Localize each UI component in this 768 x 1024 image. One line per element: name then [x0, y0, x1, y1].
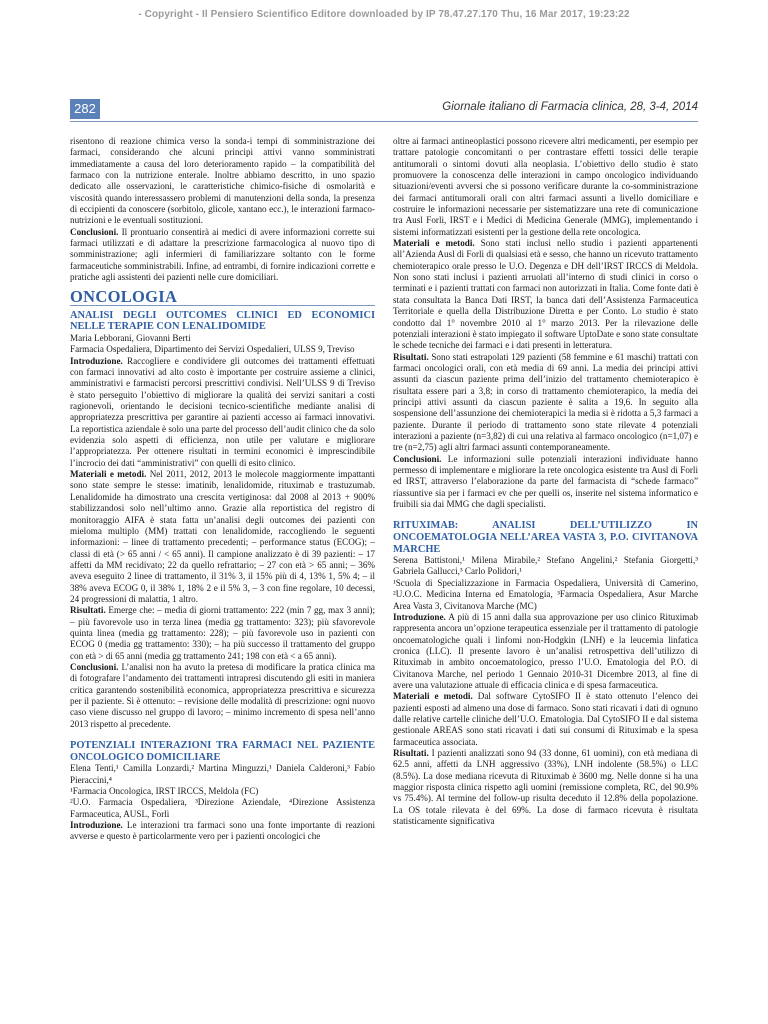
- label-risultati: Risultati.: [70, 605, 106, 616]
- abstract-title: ANALISI DEGLI OUTCOMES CLINICI ED ECONOMICI NELLE TERAPIE CON LENALIDOMIDE: [70, 309, 375, 333]
- methods-text: Nel 2011, 2012, 2013 le molecole maggiormente impattanti sono state sempre le stesse: imatinib, lenalidomide, rituximab e trastuzumab. Lenalidomide ha dimostrato una crescita vertiginosa: dal 2008 al 2013 + 900% stabilizzandosi solo nell’ultimo anno. Grazie alla reportistica del registro di monitoraggio AIFA è stata fatta un’analisi degli outcomes dei pazienti con mieloma multiplo (MM) trattati con lenalidomide, raccogliendo le seguenti informazioni: – linee di trattamento precedenti; – performance status (ECOG); – classi di età (> 65 anni / < 65 anni). Il campione analizzato è di 39 pazienti: – 17 affetti da MM recidivato; 22 da quello refrattario; – 27 con età > 65 anni; – 36% aveva eseguito 2 linee di trattamento, il 31% 3, il 15% più di 4, 13% 1, 5% 4; – il 38% aveva ECOG 0, il 38% 1, 18% 2 e il 5% 3, – 3 con fine regolare, 10 decessi, 24 progressioni di malattia, 1 altro.: [70, 469, 375, 604]
- abstract-intro: [393, 612, 698, 691]
- abstract-lenalidomide: [70, 310, 375, 730]
- label-risultati: Risultati.: [393, 747, 429, 758]
- abstract-intro: [70, 820, 375, 843]
- abstract-title: POTENZIALI INTERAZIONI TRA FARMACI NEL PAZIENTE ONCOLOGICO DOMICILIARE: [70, 740, 375, 763]
- page-header: [70, 99, 698, 122]
- abstract-rituximab: [393, 520, 698, 827]
- conclusions-text: Le informazioni sulle potenziali interazioni individuate hanno permesso di implementare e migliorare la rete oncologica esistente tra Ausl di Forlì ed IRST, attraverso l’elaborazione da parte del farmacista di “schede farmaco” riassuntive sia per i farmaci ev che per quelli os, inserite nel sistema informatico e fruibili sia dai MMG che dagli specialisti.: [393, 453, 698, 509]
- abstract-results: [393, 352, 698, 454]
- abstract-conclusions: [70, 662, 375, 730]
- label-conclusioni: Conclusioni.: [393, 453, 442, 464]
- methods-text: Sono stati inclusi nello studio i pazienti appartenenti all’Azienda Ausl di Forlì di qualsiasi età e sesso, che hanno un ricevuto trattamento chemioterapico orale presso le U.O. Degenza e DH dell’IRST IRCCS di Meldola. Non sono stati inclusi i pazienti arruolati all’interno di studi clinici in corso o terminati e i pazienti trattati con farmaci non autorizzati in Italia. Come fonte dati è stata consultata la Banca Dati IRST, la banca dati dell’Assistenza Farmaceutica Territoriale e quella della Distribuzione Diretta e per Conto. Lo studio è stato condotto dal 1° novembre 2010 al 1° marzo 2013. Per la rilevazione delle potenziali interazioni è stato impiegato il software UptoDate e sono state consultate le schede tecniche dei farmaci e i dati presenti in letteratura.: [393, 238, 698, 351]
- abstract-authors: Elena Tenti,¹ Camilla Lonzardi,² Martina Minguzzi,¹ Daniela Calderoni,³ Fabio Pieraccini,⁴: [70, 763, 375, 785]
- label-metodi: Materiali e metodi.: [393, 691, 473, 702]
- conclusions-text: Il prontuario consentirà ai medici di avere informazioni corrette sui farmaci utilizzati e di adattare la prescrizione farmacologica al nuovo tipo di somministrazione; agli infermieri di familiarizzare soltanto con le forme farmaceutiche somministrabili. Infine, ad entrambi, di fornire indicazioni corrette e pratiche agli assistenti dei pazienti nelle cure domiciliari.: [70, 226, 375, 283]
- results-text: I pazienti analizzati sono 94 (33 donne, 61 uomini), con età mediana di 62.5 anni, affetti da LNH aggressivo (33%), LNH indolente (58.5%) o LLC (8.5%). La dose mediana ricevuta di Rituximab è 3600 mg. Nelle donne si ha una maggior risposta clinica rispetto agli uomini (remissione completa, RC, del 90.9% vs 75.4%). Al termine del follow-up risulta deceduto il 12.8% della popolazione. La OS totale rilevata è del 69%. La dose di farmaco ricevuta è risultata statisticamente significativa: [393, 747, 698, 827]
- copyright-notice: - Copyright - Il Pensiero Scientifico Editore downloaded by IP 78.47.27.170 Thu, 16 Mar 2017, 19:23:22: [138, 9, 630, 20]
- label-conclusions: Conclusioni.: [70, 226, 119, 237]
- label-risultati: Risultati.: [393, 351, 429, 362]
- results-text: Emerge che: – media di giorni trattamento: 222 (min 7 gg, max 3 anni); – più favorevole uso in terza linea (media gg trattamento: 323); più sfavorevole quinta linea (media gg trattamento: 228); – più favorevole uso in pazienti con ECOG 0 (media gg trattamento: 330); – ha più successo il trattamento del gruppo con età > di 65 anni (media gg trattamento 241; 198 con età < a 65 anni).: [70, 605, 375, 661]
- abstract-title: RITUXIMAB: ANALISI DELL’UTILIZZO IN ONCOEMATOLOGIA NELL’AREA VASTA 3, P.O. CIVITANOVA MARCHE: [393, 520, 698, 555]
- abstract-methods: [70, 469, 375, 605]
- continued-paragraph: risentono di reazione chimica verso la sonda-i tempi di somministrazione dei farmaci, considerando che alcuni principi attivi vanno somministrati immediatamente a causa del loro deterioramento rapido – la compatibilità del farmaco con la nutrizione enterale. Inoltre abbiamo descritto, in uno spazio dedicato alle osservazioni, le caratteristiche chimico-fisiche di osmolarità e viscosità quando interessassero problemi di manutenzioni della sonda, la presenza di eccipienti da conoscere (sorbitolo, glicole, xantano ecc.), le interazioni farmaco-nutrizioni e le eventuali sostituzioni.: [70, 136, 375, 226]
- abstract-affiliation: Farmacia Ospedaliera, Dipartimento dei Servizi Ospedalieri, ULSS 9, Treviso: [70, 344, 355, 355]
- label-introduzione: Introduzione.: [70, 819, 123, 830]
- label-metodi: Materiali e metodi.: [393, 238, 475, 249]
- intro-text: A più di 15 anni dalla sua approvazione per uso clinico Rituximab rappresenta ancora un’opzione terapeutica essenziale per il trattamento di patologie oncoematologiche quali i linfomi non-Hodgkin (LNH) e la leucemia linfatica cronica (LLC). Il presente lavoro è un’analisi retrospettiva dell’utilizzo di Rituximab in ambito oncoematologico, presso l’U.O. Ematologia del P.O. di Civitanova Marche, nel periodo 1 Gennaio 2010-31 Dicembre 2013, al fine di avere una valutazione attuale di efficacia clinica e di spesa farmaceutica.: [393, 611, 698, 690]
- abstract-affiliation: ¹Farmacia Oncologica, IRST IRCCS, Meldola (FC): [70, 785, 259, 796]
- abstract-methods: [393, 238, 698, 351]
- label-metodi: Materiali e metodi.: [70, 469, 147, 480]
- abstract-methods: [393, 691, 698, 748]
- label-introduzione: Introduzione.: [70, 355, 123, 366]
- page-number: 282: [70, 99, 100, 119]
- abstract-intro: [70, 356, 375, 469]
- abstract-conclusions: [393, 454, 698, 511]
- intro-text: Le interazioni tra farmaci sono una fonte importante di reazioni avverse e questo è particolarmente vero per i pazienti oncologici che: [70, 819, 375, 842]
- section-heading: ONCOLOGIA: [70, 291, 375, 305]
- abstract-authors: Maria Lebborani, Giovanni Berti: [70, 333, 191, 343]
- label-conclusioni: Conclusioni.: [70, 661, 119, 672]
- abstract-affiliation: ²U.O. Farmacia Ospedaliera, ³Direzione Aziendale, ⁴Direzione Assistenza Farmaceutica, AUSL, Forlì: [70, 797, 375, 819]
- continued-conclusions: [70, 227, 375, 284]
- abstract-results: [393, 748, 698, 827]
- continued-intro: oltre ai farmaci antineoplastici possono ricevere altri medicamenti, per esempio per trattare patologie concomitanti o per contrastare effetti tossici delle terapie antitumorali o sintomi dovuti alla neoplasia. L’obiettivo dello studio è stato promuovere la conoscenza delle interazioni in campo oncologico individuando situazioni/eventi avversi che si possono verificare durante la co-somministrazione dei farmaci antitumorali orali con altri farmaci assunti a livello domiciliare e costruire le informazioni necessarie per sistematizzare una rete di comunicazione tra Ausl Forlì, IRST e i Medici di Medicina Generale (MMG), implementando i sistemi informatizzati esistenti per la gestione della rete oncologica.: [393, 136, 698, 237]
- left-column: [70, 136, 375, 843]
- abstract-affiliation: ¹Scuola di Specializzazione in Farmacia Ospedaliera, Università di Camerino, ²U.O.C. Medicina Interna ed Ematologia, ³Farmacia Ospedaliera, Asur Marche Area Vasta 3, Civitanova Marche (MC): [393, 577, 698, 611]
- abstract-authors: Serena Battistoni,¹ Milena Mirabile,² Stefano Angelini,² Stefania Giorgetti,³ Gabriela Gallucci,³ Carlo Polidori,¹: [393, 555, 698, 577]
- abstract-results: [70, 605, 375, 662]
- label-introduzione: Introduzione.: [393, 611, 446, 622]
- abstract-interazioni: [70, 740, 375, 843]
- results-text: Sono stati estrapolati 129 pazienti (58 femmine e 61 maschi) trattati con farmaci oncologici orali, con età media di 69 anni. La media dei principi attivi assunti da ciascun paziente prima dell’inizio del trattamento chemioterapico è risultata essere pari a 3,8; in corso di trattamento chemioterapico, la media dei principi attivi assunti da ciascun paziente è salita a 19,6. In seguito alla sospensione dell’assunzione dei chemioterapici la media si è ridotta a 5,3 farmaci a paziente. Durante il periodo di trattamento sono state rilevate 4 potenziali interazioni a paziente (n=3,82) di cui una relativa al farmaco oncologico (n=1,07) e tre (n=2,75) agli altri farmaci assunti contemporaneamente.: [393, 351, 698, 453]
- journal-title: Giornale italiano di Farmacia clinica, 28, 3-4, 2014: [442, 101, 698, 113]
- right-column: [393, 136, 698, 827]
- conclusions-text: L’analisi non ha avuto la pretesa di modificare la pratica clinica ma di fotografare l’andamento dei trattamenti intrapresi discutendo gli esiti in maniera critica garantendo sostenibilità economica, appropriatezza prescrittiva e sicurezza per il paziente. Si è ottenuto: – revisione delle modalità di prescrizione: ogni nuovo caso viene discusso nel gruppo di lavoro; – minimo incremento di spesa nell’anno 2013 rispetto al precedente.: [70, 661, 375, 729]
- intro-text: Raccogliere e condividere gli outcomes dei trattamenti effettuati con farmaci innovativi ad alto costo è importante per costruire assieme a clinici, amministrativi e farmacisti percorsi prescrittivi condivisi. Nell’ULSS 9 di Treviso è stato perseguito l’obiettivo di migliorare la qualità dei servizi sanitari a costi ragionevoli, orientando le decisioni tecnico-scientifiche mediante analisi di appropriatezza prescrittiva per garantire ai pazienti accesso ai farmaci innovativi. La reportistica aziendale è solo una parte del processo dell’audit clinico che da solo evidenzia solo aspetti di efficienza, non utile per valutare e migliorare l’appropriatezza. Per ottenere risultati in termini economici è imprescindibile l’incrocio dei dati “amministrativi” con quelli di esito clinico.: [70, 355, 375, 468]
- methods-text: Dal software CytoSIFO II è stato ottenuto l’elenco dei pazienti esposti ad almeno una dose di farmaco. Sono stati ricavati i dati di ognuno dalle relative cartelle cliniche dell’U.O. Ematologia. Dal CytoSIFO II e dal sistema gestionale AREAS sono stati ricavati i dati sui consumi di Rituximab e la spesa farmaceutica associata.: [393, 691, 698, 747]
